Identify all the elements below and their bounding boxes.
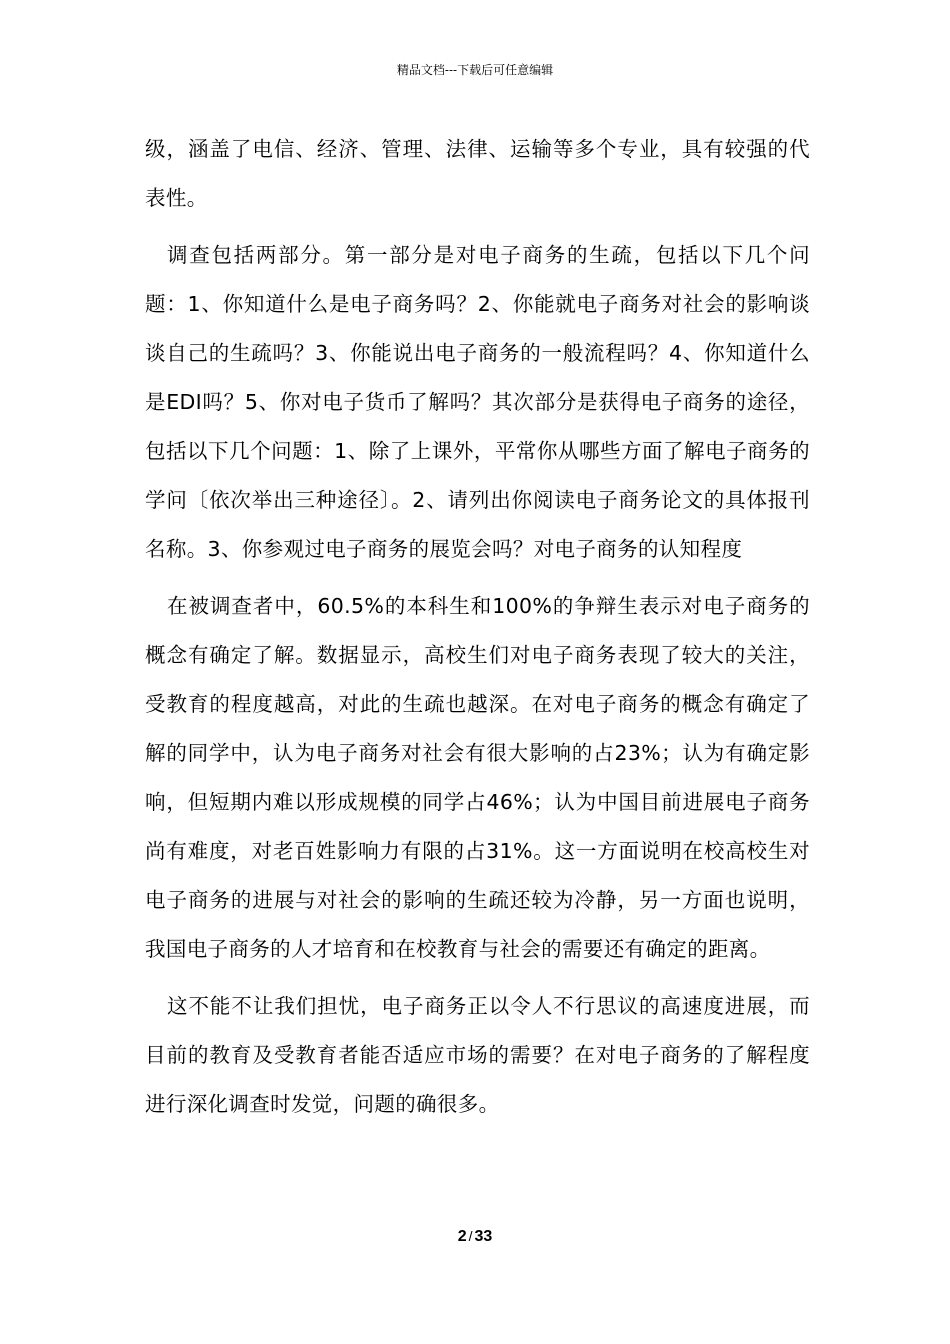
total-page-count: 33: [474, 1228, 493, 1245]
page-separator: /: [468, 1228, 473, 1244]
current-page-number: 2: [457, 1228, 467, 1245]
paragraph-survey-results: 在被调查者中，60.5%的本科生和100%的争辩生表示对电子商务的概念有确定了解。数据显示，高校生们对电子商务表现了较大的关注，受教育的程度越高，对此的生疏也越深。在对电子商务的概念有确定了解的同学中，认为电子商务对社会有很大影响的占23%；认为有确定影响，但短期内难以形成规模的同学占46%；认为中国目前进展电子商务尚有难度，对老百姓影响力有限的占31%。这一方面说明在校高校生对电子商务的进展与对社会的影响的生疏还较为冷静，另一方面也说明，我国电子商务的人才培育和在校教育与社会的需要还有确定的距离。: [145, 594, 810, 961]
page-header: 精品文档---下载后可任意编辑: [396, 63, 554, 77]
paragraph-survey-content: 调查包括两部分。第一部分是对电子商务的生疏，包括以下几个问题：1、你知道什么是电子商务吗？2、你能就电子商务对社会的影响谈谈自己的生疏吗？3、你能说出电子商务的一般流程吗？4、你知道什么是EDI吗？5、你对电子货币了解吗？其次部分是获得电子商务的途径，包括以下几个问题：1、除了上课外，平常你从哪些方面了解电子商务的学问〔依次举出三种途径〕。2、请列出你阅读电子商务论文的具体报刊名称。3、你参观过电子商务的展览会吗？对电子商务的认知程度: [145, 243, 810, 561]
paragraph-continuation: 级，涵盖了电信、经济、管理、法律、运输等多个专业，具有较强的代表性。: [145, 137, 810, 210]
page-number: [0, 1226, 950, 1247]
document-body: [145, 125, 810, 1129]
paragraph-concern: 这不能不让我们担忧，电子商务正以令人不行思议的高速度进展，而目前的教育及受教育者能否适应市场的需要？在对电子商务的了解程度进行深化调查时发觉，问题的确很多。: [145, 994, 810, 1116]
